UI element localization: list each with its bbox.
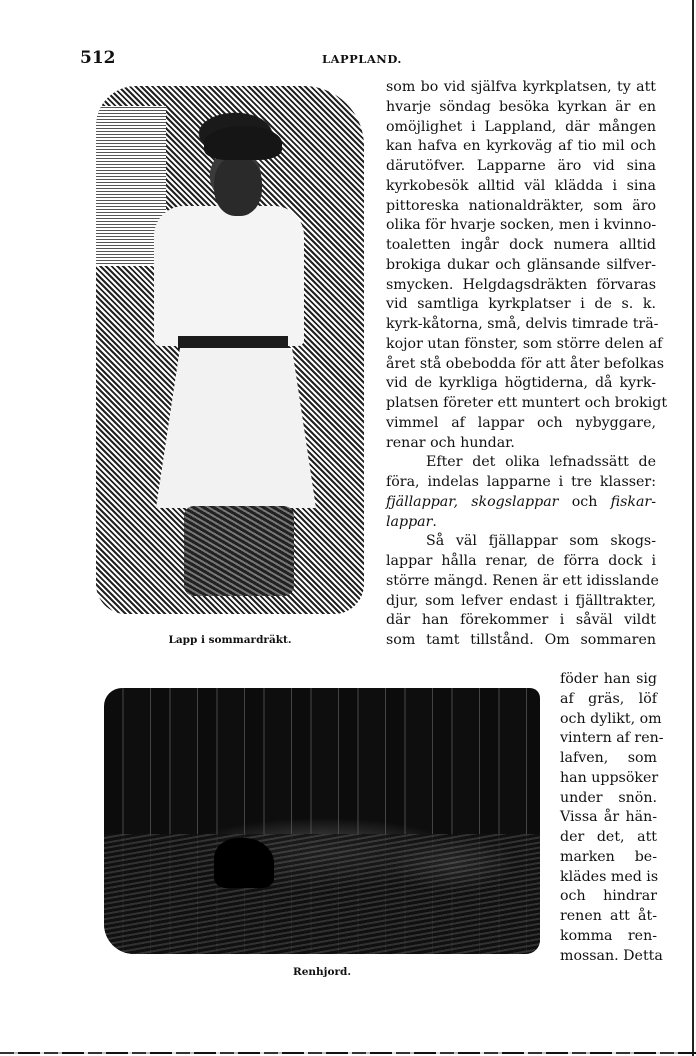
text-line: större mängd. Renen är ett idisslande <box>386 572 659 589</box>
figure-caption-lapp: Lapp i sommardräkt. <box>168 634 292 646</box>
text-line: komma ren- <box>560 927 657 944</box>
figure-caption-herd: Renhjord. <box>292 966 351 978</box>
text-line: renar och hundar. <box>386 434 515 451</box>
term-fjallappar: fjällappar, <box>386 493 458 510</box>
text-line: djur, som lefver endast i fjälltrakter, <box>386 592 656 609</box>
text-line: mossan. Detta <box>560 947 663 964</box>
text-line: kan hafva en kyrkoväg af tio mil och <box>386 138 656 155</box>
text-line: Vissa år hän- <box>560 809 657 826</box>
text-line: vintern af ren- <box>560 730 664 747</box>
text-line: kyrkobesök alltid väl klädda i sina <box>386 177 656 194</box>
text-line: platsen företer ett muntert och brokigt <box>386 395 668 411</box>
main-text-column <box>386 78 668 651</box>
text-line: lappar hålla renar, de förra dock i <box>386 553 656 569</box>
figure-reindeer-herd-illustration <box>104 688 540 954</box>
text-line: lafven, som <box>560 750 657 766</box>
text-line-classes <box>386 493 656 513</box>
scan-bottom-edge <box>0 1052 696 1054</box>
reindeer-silhouette <box>214 838 274 888</box>
text-line: som bo vid själfva kyrkplatsen, ty att <box>386 79 656 95</box>
text-line: Efter det olika lefnadssätt de <box>426 454 656 471</box>
text-line: renen att åt- <box>560 908 657 924</box>
text-line: kyrk-kåtorna, små, delvis timrade trä- <box>386 316 659 332</box>
text-line: under snön. <box>560 789 657 806</box>
text-line: året stå obebodda för att åter befolkas <box>386 355 665 372</box>
text-line: vid samtliga kyrkplatser i de s. k. <box>386 296 656 313</box>
text-line: omöjlighet i Lappland, där mången <box>386 118 656 135</box>
text-line: kojor utan fönster, som större delen af <box>386 335 663 352</box>
text-line: smycken. Helgdagsdräkten förvaras <box>386 276 656 293</box>
text-line: Så väl fjällappar som skogs- <box>426 533 656 550</box>
text-line: pittoreska nationaldräkter, som äro <box>386 197 656 214</box>
text-line: vimmel af lappar och nybyggare, <box>386 414 656 431</box>
running-title: LAPPLAND. <box>322 52 402 66</box>
term-fiskarlappar-b: lappar <box>386 513 433 530</box>
figure-belt <box>178 336 288 350</box>
text-line: och hindrar <box>560 888 657 905</box>
text-line: han uppsöker <box>560 769 659 786</box>
text-line: och dylikt, om <box>560 710 662 727</box>
text-line: föra, indelas lapparne i tre klasser: <box>386 474 656 490</box>
page-edge <box>692 0 694 1056</box>
page-number: 512 <box>80 48 116 68</box>
forest-ground <box>104 834 540 954</box>
text-line: af gräs, löf <box>560 690 657 707</box>
period: . <box>432 513 437 530</box>
text-line: vid de kyrkliga högtiderna, då kyrk- <box>386 375 656 392</box>
text-line: marken be- <box>560 848 657 865</box>
text-line: hvarje söndag besöka kyrkan är en <box>386 98 656 115</box>
figure-coat <box>154 206 304 346</box>
figure-legs <box>184 506 294 596</box>
text-line: därutöfver. Lapparne äro vid sina <box>386 158 656 174</box>
text-line: klädes med is <box>560 868 659 885</box>
figure-skirt <box>156 348 316 508</box>
text-line: där han förekommer i såväl vildt <box>386 612 656 629</box>
term-skogslappar: skogslappar <box>471 493 559 510</box>
figure-lapp-illustration <box>96 86 364 614</box>
conjunction: och <box>571 493 598 510</box>
term-fiskarlappar-a: fiskar- <box>610 493 656 510</box>
text-line: der det, att <box>560 829 657 845</box>
text-line: föder han sig <box>560 671 657 687</box>
narrow-text-column <box>560 670 664 966</box>
text-line: olika för hvarje socken, men i kvinno- <box>386 217 657 234</box>
text-line: toaletten ingår dock numera alltid <box>386 237 656 253</box>
figure-face <box>214 156 262 216</box>
figure-hat <box>204 126 282 160</box>
text-line: brokiga dukar och glänsande silfver- <box>386 256 656 273</box>
text-line: som tamt tillstånd. Om sommaren <box>386 632 656 648</box>
text-line <box>386 513 656 533</box>
